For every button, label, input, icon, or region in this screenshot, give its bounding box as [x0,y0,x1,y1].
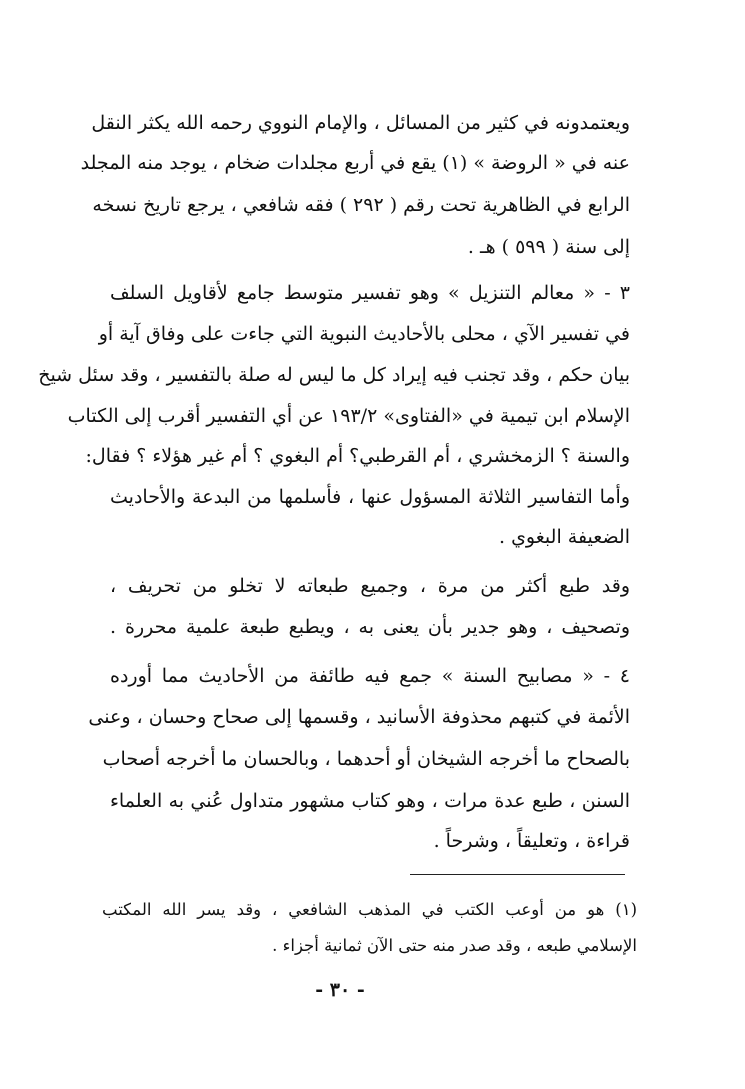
text-line: ٤ - « مصابيح السنة » جمع فيه طائفة من الأحاديث مما أورده [110,665,630,687]
text-line: ويعتمدونه في كثير من المسائل ، والإمام النووي رحمه الله يكثر النقل [91,112,630,134]
text-line: ٣ - « معالم التنزيل » وهو تفسير متوسط جامع لأقاويل السلف [110,282,630,304]
footnote-separator [410,874,625,875]
text-line: وتصحيف ، وهو جدير بأن يعنى به ، ويطبع طبعة علمية محررة . [110,616,630,638]
text-line: قراءة ، وتعليقاً ، وشرحاً . [433,830,630,852]
text-line: إلى سنة ( ٥٩٩ ) هـ . [467,236,630,258]
text-line: السنن ، طبع عدة مرات ، وهو كتاب مشهور متداول عُني به العلماء [110,790,630,812]
text-line: الأئمة في كتبهم محذوفة الأسانيد ، وقسمها إلى صحاح وحسان ، وعنى [88,706,630,728]
page-number: - ٣٠ - [315,979,365,1001]
text-line: وأما التفاسير الثلاثة المسؤول عنها ، فأسلمها من البدعة والأحاديث [110,486,630,508]
text-line: بيان حكم ، وقد تجنب فيه إيراد كل ما ليس له صلة بالتفسير ، وقد سئل شيخ [38,364,630,386]
text-line: الرابع في الظاهرية تحت رقم ( ٢٩٢ ) فقه شافعي ، يرجع تاريخ نسخه [92,194,630,216]
footnote-line: (١) هو من أوعب الكتب في المذهب الشافعي ، وقد يسر الله المكتب [102,900,637,919]
text-line: في تفسير الآي ، محلى بالأحاديث النبوية التي جاءت على وفاق آية أو [98,323,630,345]
text-line: وقد طبع أكثر من مرة ، وجميع طبعاته لا تخلو من تحريف ، [110,575,630,597]
text-line: الإسلام ابن تيمية في «الفتاوى» ١٩٣/٢ عن أي التفسير أقرب إلى الكتاب [67,405,630,427]
text-line: الضعيفة البغوي . [498,526,630,548]
text-line: بالصحاح ما أخرجه الشيخان أو أحدهما ، وبالحسان ما أخرجه أصحاب [102,748,630,770]
footnote-line: الإسلامي طبعه ، وقد صدر منه حتى الآن ثمانية أجزاء . [272,936,637,955]
text-line: والسنة ؟ الزمخشري ، أم القرطبي؟ أم البغوي ؟ أم غير هؤلاء ؟ فقال: [85,445,630,467]
text-line: عنه في « الروضة » (١) يقع في أربع مجلدات ضخام ، يوجد منه المجلد [80,152,630,174]
